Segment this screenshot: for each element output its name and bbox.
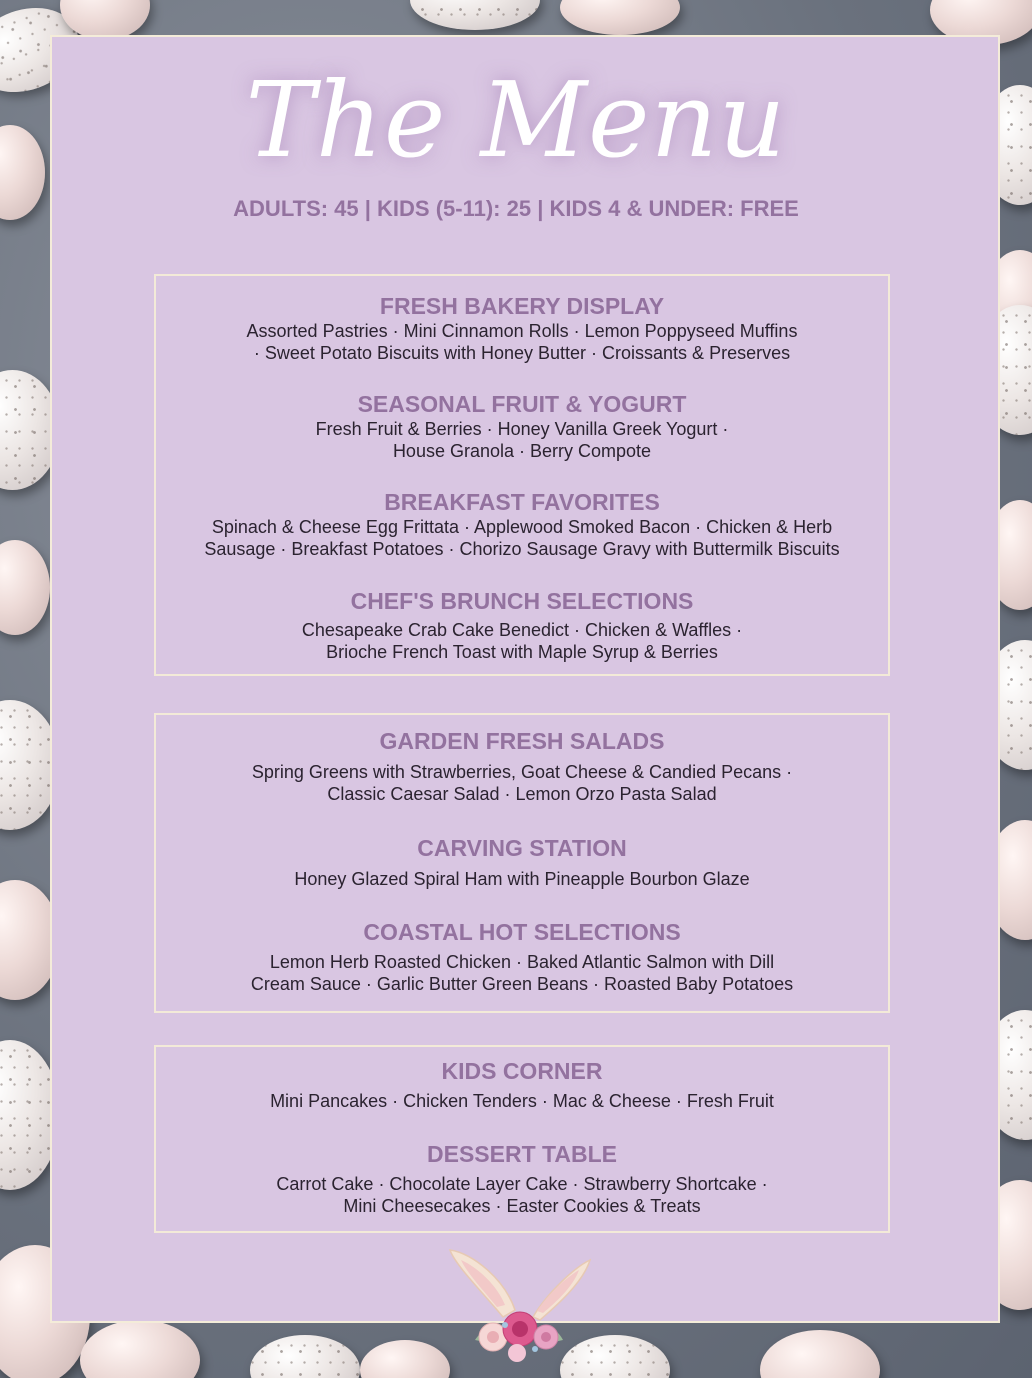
- price-line: ADULTS: 45 | KIDS (5-11): 25 | KIDS 4 & UNDER: FREE: [233, 196, 799, 221]
- egg-decoration: [760, 1330, 880, 1378]
- section-fresh-bakery-display: [156, 292, 888, 364]
- section-garden-fresh-salads: [156, 727, 888, 805]
- section-kids-corner: [156, 1057, 888, 1112]
- section-items-line: Brioche French Toast with Maple Syrup & Berries: [326, 642, 718, 662]
- section-items-line: Carrot Cake · Chocolate Layer Cake · Strawberry Shortcake ·: [276, 1174, 768, 1194]
- section-heading: BREAKFAST FAVORITES: [384, 489, 660, 515]
- section-heading: SEASONAL FRUIT & YOGURT: [357, 391, 687, 417]
- menu-box-kids-dessert: [154, 1045, 890, 1233]
- section-heading: FRESH BAKERY DISPLAY: [379, 293, 665, 319]
- section-dessert-table: [156, 1140, 888, 1217]
- section-items-line: Assorted Pastries · Mini Cinnamon Rolls · Lemon Poppyseed Muffins: [246, 321, 798, 341]
- section-items-line: Cream Sauce · Garlic Butter Green Beans · Roasted Baby Potatoes: [250, 974, 794, 994]
- section-items-line: Honey Glazed Spiral Ham with Pineapple Bourbon Glaze: [294, 869, 750, 889]
- egg-decoration: [0, 540, 50, 635]
- section-heading: KIDS CORNER: [441, 1058, 603, 1084]
- menu-box-lunch: [154, 713, 890, 1013]
- section-coastal-hot-selections: [156, 918, 888, 995]
- section-items-line: Fresh Fruit & Berries · Honey Vanilla Greek Yogurt ·: [315, 419, 729, 439]
- section-items-line: Classic Caesar Salad · Lemon Orzo Pasta Salad: [327, 784, 717, 804]
- section-items-line: House Granola · Berry Compote: [392, 441, 652, 461]
- section-heading: COASTAL HOT SELECTIONS: [363, 919, 681, 945]
- egg-decoration: [560, 0, 680, 35]
- section-breakfast-favorites: [156, 488, 888, 560]
- section-heading: DESSERT TABLE: [427, 1141, 617, 1167]
- egg-decoration: [80, 1320, 200, 1378]
- section-items-line: Mini Cheesecakes · Easter Cookies & Treats: [343, 1196, 701, 1216]
- section-heading: CARVING STATION: [417, 835, 627, 861]
- section-items-line: Lemon Herb Roasted Chicken · Baked Atlantic Salmon with Dill: [269, 952, 775, 972]
- section-heading: CHEF'S BRUNCH SELECTIONS: [350, 588, 694, 614]
- egg-decoration: [410, 0, 540, 30]
- egg-decoration: [360, 1340, 450, 1378]
- bunny-ears-flowers-icon: [445, 1245, 595, 1363]
- egg-decoration: [250, 1335, 360, 1378]
- section-heading: GARDEN FRESH SALADS: [379, 728, 665, 754]
- section-items-line: Mini Pancakes · Chicken Tenders · Mac & Cheese · Fresh Fruit: [270, 1091, 774, 1111]
- section-items-line: Chesapeake Crab Cake Benedict · Chicken & Waffles ·: [301, 620, 743, 640]
- section-seasonal-fruit-yogurt: [156, 390, 888, 462]
- menu-title: The Menu: [245, 59, 787, 181]
- section-items-line: · Sweet Potato Biscuits with Honey Butter · Croissants & Preserves: [253, 343, 791, 363]
- section-items-line: Spring Greens with Strawberries, Goat Cheese & Candied Pecans ·: [251, 762, 793, 782]
- section-items-line: Sausage · Breakfast Potatoes · Chorizo Sausage Gravy with Buttermilk Biscuits: [204, 539, 840, 559]
- section-carving-station: [156, 834, 888, 890]
- menu-box-breakfast: [154, 274, 890, 676]
- section-chefs-brunch-selections: [156, 587, 888, 663]
- section-items-line: Spinach & Cheese Egg Frittata · Applewood Smoked Bacon · Chicken & Herb: [211, 517, 833, 537]
